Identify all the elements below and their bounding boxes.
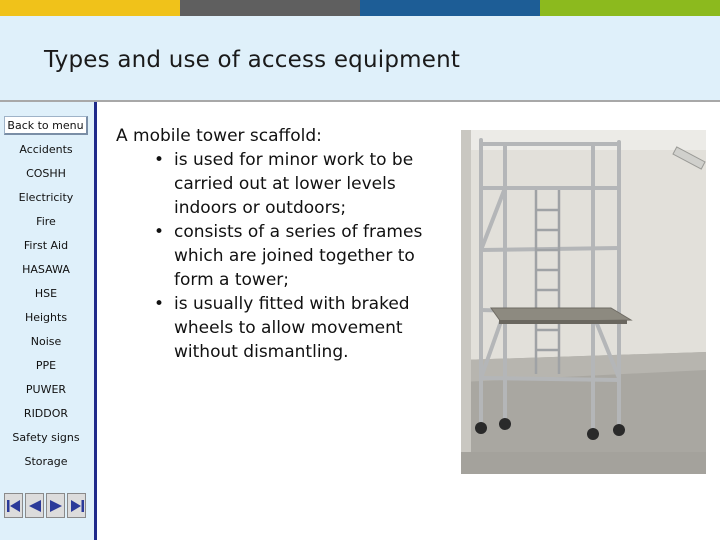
menu-item-storage[interactable]: Storage	[24, 455, 68, 468]
menu-item-safety-signs[interactable]: Safety signs	[12, 431, 80, 444]
bullet-text: is usually fitted with braked wheels to allow movement without dismantling.	[174, 294, 410, 362]
top-band-segment-4	[540, 0, 720, 16]
bullet-item	[116, 292, 446, 364]
first-slide-button[interactable]	[4, 493, 23, 518]
last-icon	[69, 499, 85, 513]
menu-item-hasawa[interactable]: HASAWA	[22, 263, 70, 276]
menu-item-electricity[interactable]: Electricity	[18, 191, 74, 204]
first-icon	[6, 499, 22, 513]
menu-item-fire[interactable]: Fire	[36, 215, 56, 228]
back-to-menu-button[interactable]: Back to menu	[4, 116, 88, 135]
previous-icon	[27, 499, 43, 513]
menu-item-noise[interactable]: Noise	[30, 335, 62, 348]
top-color-band	[0, 0, 720, 16]
bullet-dot: •	[154, 222, 165, 242]
menu-item-ppe[interactable]: PPE	[35, 359, 57, 372]
next-icon	[48, 499, 64, 513]
scaffold-tower-photo	[461, 130, 706, 474]
scaffold-illustration	[461, 130, 706, 474]
menu-item-accidents[interactable]: Accidents	[19, 143, 73, 156]
header-divider	[0, 100, 720, 102]
bullet-dot: •	[154, 294, 165, 314]
menu-item-coshh[interactable]: COSHH	[26, 167, 66, 180]
previous-slide-button[interactable]	[25, 493, 44, 518]
sidebar-menu	[0, 102, 97, 540]
menu-item-puwer[interactable]: PUWER	[25, 383, 67, 396]
next-slide-button[interactable]	[46, 493, 65, 518]
body-lead-text: A mobile tower scaffold:	[116, 126, 322, 146]
bullet-dot: •	[154, 150, 165, 170]
slide-navigation	[4, 493, 86, 518]
bullet-item	[116, 148, 446, 220]
bullet-item	[116, 220, 446, 292]
top-band-segment-2	[180, 0, 360, 16]
menu-item-first-aid[interactable]: First Aid	[23, 239, 69, 252]
slide-title: Types and use of access equipment	[44, 47, 461, 73]
menu-item-riddor[interactable]: RIDDOR	[23, 407, 69, 420]
slide-body	[116, 124, 446, 364]
bullet-text: is used for minor work to be carried out at lower levels indoors or outdoors;	[174, 150, 414, 218]
bullet-text: consists of a series of frames which are joined together to form a tower;	[174, 222, 423, 290]
top-band-segment-3	[360, 0, 540, 16]
menu-item-heights[interactable]: Heights	[24, 311, 68, 324]
bullet-list	[116, 148, 446, 364]
menu-item-hse[interactable]: HSE	[34, 287, 58, 300]
last-slide-button[interactable]	[67, 493, 86, 518]
top-band-segment-1	[0, 0, 180, 16]
